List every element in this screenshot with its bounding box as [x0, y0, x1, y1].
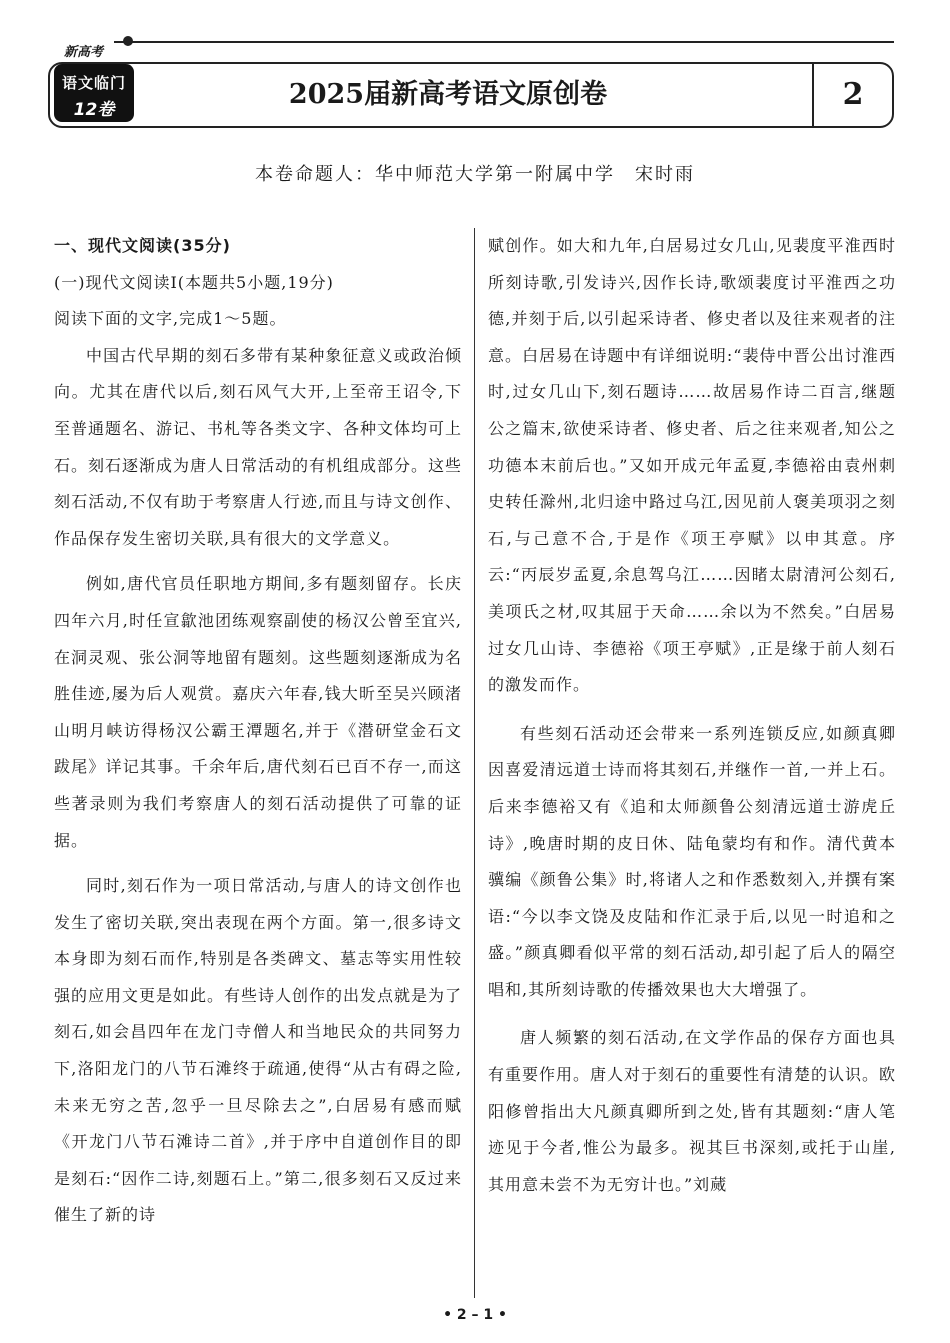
brand-top-label: 新高考	[64, 45, 104, 60]
badge-line-2: 12卷	[73, 100, 115, 120]
subsection-heading: (一)现代文阅读Ⅰ(本题共5小题,19分)	[54, 272, 334, 292]
page-number: • 2 – 1 •	[443, 1307, 507, 1323]
badge-line-1: 语文临门	[61, 74, 126, 92]
left-column	[54, 228, 462, 1234]
series-badge-logo	[54, 64, 134, 122]
article-paragraph-1: 中国古代早期的刻石多带有某种象征意义或政治倾向。尤其在唐代以后,刻石风气大开,上至帝王诏令,下至普通题名、游记、书札等各类文字、各种文体均可上石。刻石逐渐成为唐人日常活动的有机组成部分。这些刻石活动,不仅有助于考察唐人行迹,而且与诗文创作、作品保存发生密切关联,具有很大的文学意义。	[54, 345, 463, 548]
author-line: 本卷命题人：华中师范大学第一附属中学 宋时雨	[255, 164, 695, 185]
article-paragraph-3-continued: 赋创作。如大和九年,白居易过女几山,见裴度平淮西时所刻诗歌,引发诗兴,因作长诗,歌颂裴度讨平淮西之功德,并刻于后,以引起采诗者、修史者以及往来观者的注意。白居易在诗题中有详细说明:“裴侍中晋公出讨淮西时,过女几山下,刻石题诗……故居易作诗二百言,继题公之篇末,欲使采诗者、修史者、后之往来观者,知公之功德本末前后也。”又如开成元年孟夏,李德裕由袁州刺史转任滁州,北归途中路过乌江,因见前人褒美项羽之刻石,与己意不合,于是作《项王亭赋》以申其意。序云:“丙辰岁孟夏,余息驾乌江……因睹太尉清河公刻石,美项氏之材,叹其屈于天命……余以为不然矣。”白居易过女几山诗、李德裕《项王亭赋》,正是缘于前人刻石的激发而作。	[488, 236, 896, 695]
article-paragraph-5: 唐人频繁的刻石活动,在文学作品的保存方面也具有重要作用。唐人对于刻石的重要性有清楚的认识。欧阳修曾指出大凡颜真卿所到之处,皆有其题刻:“唐人笔迹见于今者,惟公为最多。视其巨书深刻,或托于山崖,其用意未尝不为无穷计也。”刘蒇	[488, 1028, 897, 1194]
paper-title: 2025届新高考语文原创卷	[288, 79, 608, 110]
header-rule	[114, 41, 894, 43]
header-rule-dot	[123, 36, 133, 46]
paper-number: 2	[842, 77, 864, 112]
column-divider	[474, 228, 475, 1298]
article-paragraph-3: 同时,刻石作为一项日常活动,与唐人的诗文创作也发生了密切关联,突出表现在两个方面。第一,很多诗文本身即为刻石而作,特别是各类碑文、墓志等实用性较强的应用文更是如此。有些诗人创作的出发点就是为了刻石,如会昌四年在龙门寺僧人和当地民众的共同努力下,洛阳龙门的八节石滩终于疏通,使得“从古有碍之险,未来无穷之苦,忽乎一旦尽除去之”,白居易有感而赋《开龙门八节石滩诗二首》,并于序中自道创作目的即是刻石:“因作二诗,刻题石上。”第二,很多刻石又反过来催生了新的诗	[54, 876, 463, 1225]
article-paragraph-4: 有些刻石活动还会带来一系列连锁反应,如颜真卿因喜爱清远道士诗而将其刻石,并继作一首,一并上石。后来李德裕又有《追和太师颜鲁公刻清远道士游虎丘诗》,晚唐时期的皮日休、陆龟蒙均有和作。清代黄本骥编《颜鲁公集》时,将诸人之和作悉数刻入,并撰有案语:“今以李文饶及皮陆和作汇录于后,以见一时追和之盛。”颜真卿看似平常的刻石活动,却引起了后人的隔空唱和,其所刻诗歌的传播效果也大大增强了。	[488, 723, 896, 999]
instruction: 阅读下面的文字,完成1～5题。	[54, 309, 287, 329]
right-column	[488, 228, 896, 1203]
section-heading: 一、现代文阅读(35分)	[54, 236, 231, 255]
article-paragraph-2: 例如,唐代官员任职地方期间,多有题刻留存。长庆四年六月,时任宣歙池团练观察副使的杨汉公曾至宜兴,在洞灵观、张公洞等地留有题刻。这些题刻逐渐成为名胜佳迹,屡为后人观赏。嘉庆六年春,钱大昕至吴兴顾渚山明月峡访得杨汉公霸王潭题名,并于《潜研堂金石文跋尾》详记其事。千余年后,唐代刻石已百不存一,而这些著录则为我们考察唐人的刻石活动提供了可靠的证据。	[54, 574, 463, 850]
